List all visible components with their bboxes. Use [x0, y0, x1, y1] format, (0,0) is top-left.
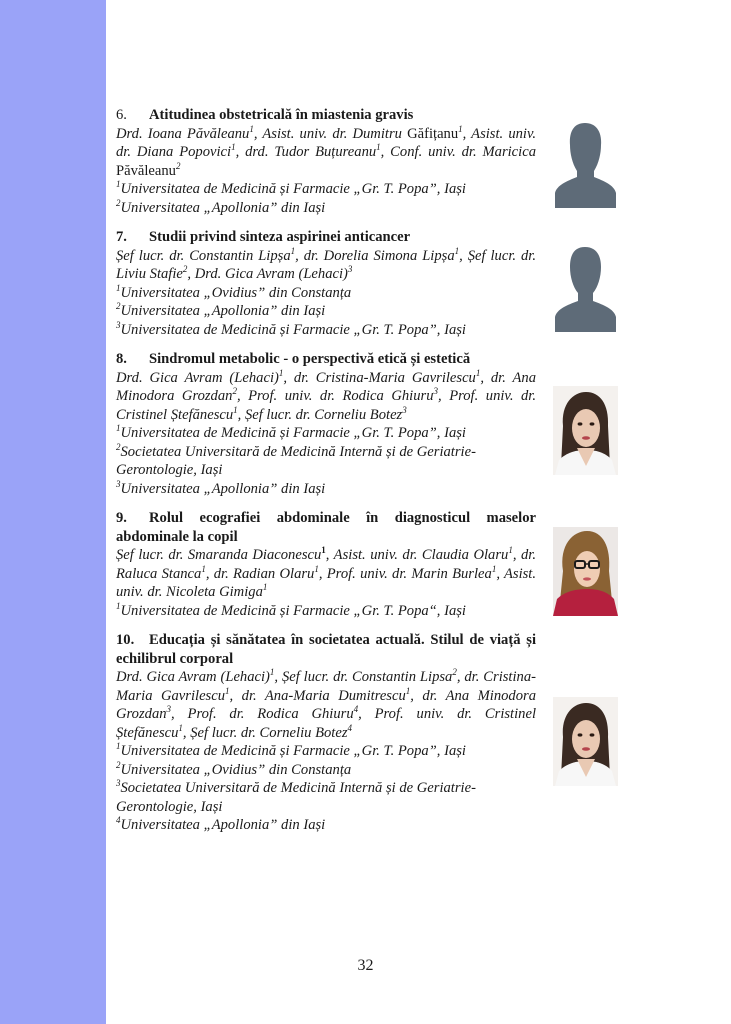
- affiliation: $^4$Universitatea „Apollonia” din Iași: [116, 815, 326, 833]
- page-number: 32: [357, 957, 374, 974]
- entry-authors: Șef lucr. dr. Constantin Lipșa$^1$, dr. Dorelia Simona Lipșa$^1$, Șef lucr. dr. Liviu Stafie$^2$, Drd. Gica Avram (Lehaci)$^3$: [116, 245, 536, 282]
- entry-authors: Drd. Gica Avram (Lehaci)$^1$, dr. Cristina-Maria Gavrilescu$^1$, dr. Ana Minodora Grozdan$^2$, Prof. univ. dr. Rodica Ghiuru$^3$, Prof. univ. dr. Cristinel Ștefănescu$^1$, Șef lucr. dr. Corneliu Botez$^3$: [116, 367, 537, 423]
- entry-authors: Șef lucr. dr. Smaranda Diaconescu$^1$, Asist. univ. dr. Claudia Olaru$^1$, dr. Raluca Stanca$^1$, dr. Radian Olaru$^1$, Prof. univ. dr. Marin Burlea$^1$, Asist. univ. dr. Nicoleta Gimiga$^1$: [116, 545, 536, 600]
- entry-title: [116, 509, 536, 546]
- entry-title-text: Studii privind sinteza aspirinei anticancer: [149, 229, 411, 245]
- entry-8: [116, 350, 536, 498]
- entry-title-text: Educația și sănătatea în societatea actuală. Stilul de viață și echilibrul corporal: [116, 632, 536, 667]
- entry-6: [116, 106, 536, 217]
- entry-number: 6.: [116, 107, 127, 123]
- entry-title-text: Sindromul metabolic - o perspectivă etică și estetică: [149, 351, 471, 367]
- entry-number: 8.: [116, 351, 127, 367]
- affiliation: $^2$Universitatea „Apollonia” din Iași: [116, 197, 326, 216]
- author-silhouette-photo: [553, 243, 618, 332]
- entry-title: [116, 106, 536, 125]
- affiliation: $^2$Universitatea „Apollonia” din Iași: [116, 301, 326, 319]
- entry-title: [116, 631, 536, 668]
- entry-authors: Drd. Gica Avram (Lehaci)$^1$, Șef lucr. dr. Constantin Lipsa$^2$, dr. Cristina-Maria Gavrilescu$^1$, dr. Ana-Maria Dumitrescu$^1$, dr. Ana Minodora Grozdan$^3$, Prof. dr. Rodica Ghiuru$^4$, Prof. univ. dr. Cristinel Ștefănescu$^1$, Șef lucr. dr. Corneliu Botez$^4$: [116, 667, 536, 741]
- affiliation: $^1$Universitatea „Ovidius” din Constanța: [116, 282, 352, 301]
- author-silhouette-photo: [553, 119, 618, 208]
- affiliation: $^2$Universitatea „Ovidius” din Constanța: [116, 759, 352, 778]
- affiliation: $^3$Universitatea de Medicină și Farmacie „Gr. T. Popa”, Iași: [116, 319, 466, 338]
- entry-title: [116, 228, 536, 247]
- affiliation: $^1$Universitatea de Medicină și Farmacie „Gr. T. Popa”, Iași: [116, 423, 466, 441]
- affiliation: $^1$Universitatea de Medicină și Farmacie „Gr. T. Popa“, Iași: [116, 600, 466, 619]
- entry-7: [116, 228, 536, 339]
- affiliation: $^2$Societatea Universitară de Medicină Internă și de Geriatrie-Gerontologie, Iași: [116, 441, 476, 478]
- entry-10: [116, 631, 536, 835]
- abstract-list: [116, 106, 536, 847]
- entry-title-text: Rolul ecografiei abdominale în diagnosticul maselor abdominale la copil: [116, 510, 536, 545]
- entry-number: 9.: [116, 510, 127, 526]
- page-sidebar-band: [0, 0, 106, 1024]
- affiliation: $^3$Universitatea „Apollonia” din Iași: [116, 478, 326, 497]
- author-portrait-photo: [553, 527, 618, 616]
- entry-title: [116, 350, 536, 369]
- author-portrait-photo: [553, 386, 618, 475]
- entry-number: 7.: [116, 229, 127, 245]
- entry-authors: Drd. Ioana Păvăleanu$^1$, Asist. univ. dr. Dumitru Găfițanu$^1$, Asist. univ. dr. Diana Popovici$^1$, drd. Tudor Buțureanu$^1$, Conf. univ. dr. Maricica Păvăleanu$^2$: [116, 123, 537, 179]
- author-portrait-photo: [553, 697, 618, 786]
- affiliation: $^1$Universitatea de Medicină și Farmacie „Gr. T. Popa”, Iași: [116, 741, 466, 759]
- entry-number: 10.: [116, 632, 135, 648]
- affiliation: $^1$Universitatea de Medicină și Farmacie „Gr. T. Popa”, Iași: [116, 179, 466, 197]
- entry-9: [116, 509, 536, 620]
- entry-title-text: Atitudinea obstetricală în miastenia gravis: [149, 107, 414, 123]
- affiliation: $^3$Societatea Universitară de Medicină Internă și de Geriatrie-Gerontologie, Iași: [116, 778, 476, 815]
